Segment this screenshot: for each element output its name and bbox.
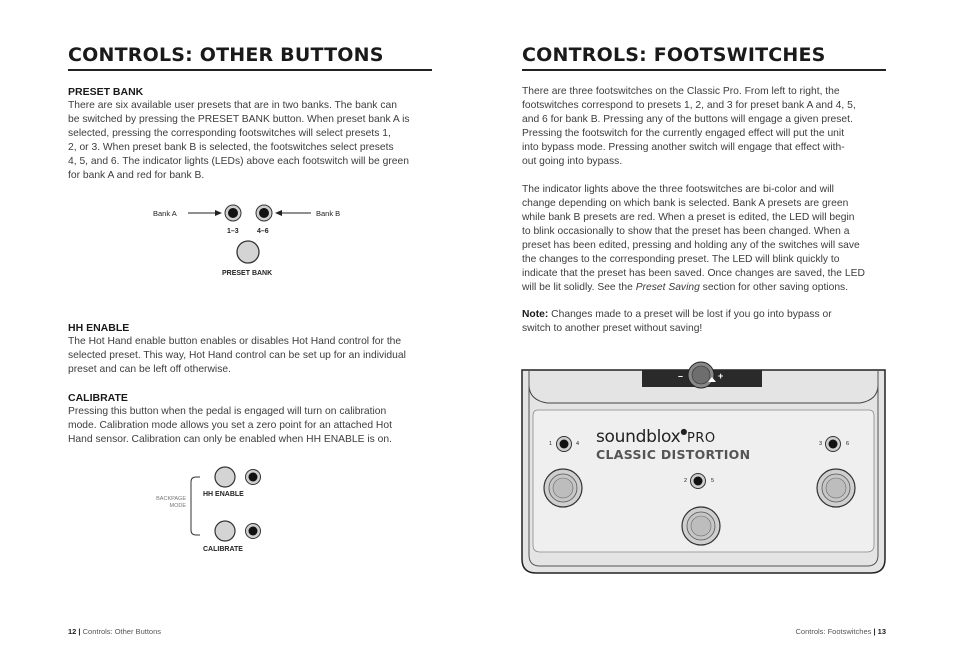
pedal-model: CLASSIC DISTORTION xyxy=(596,447,751,462)
paragraph-preset-bank: There are six available user presets that are in two banks. The bank can be switched by pressing the PRESET BANK button. When preset bank A is selected, pressing the corresponding footswitches will select presets 1, 2, or 3. When preset bank B is selected, the footswitches select presets 4, 5, and 6. The indicator lights (LEDs) above each footswitch will be green for bank A and red for bank B. xyxy=(68,100,410,181)
preset-bank-button-label: PRESET BANK xyxy=(222,270,273,277)
footswitch-right-icon xyxy=(817,469,855,507)
led-center-label-a: 2 xyxy=(684,478,688,484)
heading-preset-bank: PRESET BANK xyxy=(68,86,144,98)
knob-minus-label: – xyxy=(678,371,684,381)
note-label: Note: xyxy=(522,309,549,320)
led-left-label-b: 4 xyxy=(576,441,580,447)
backpage-mode-label: BACKPAGE MODE xyxy=(156,496,186,509)
pedal-brand: soundblox●PRO xyxy=(596,427,716,447)
footer-right: Controls: Footswitches | 13 xyxy=(795,627,886,636)
footswitch-center-icon xyxy=(682,507,720,545)
knob-plus-label: + xyxy=(718,371,724,381)
bank-a-label: Bank A xyxy=(153,209,177,218)
led-right-icon xyxy=(826,437,841,452)
footer-left: 12 | Controls: Other Buttons xyxy=(68,627,161,636)
paragraph-footswitches-2: The indicator lights above the three footswitches are bi-color and will change depending on which bank is selected. Bank A presets are green while bank B presets are red. When a preset is edited, the LED will begin to blink occasionally to show that the preset has been changed. When a preset has been edited, pressing and holding any of the switches will save the changes to the corresponding preset. The LED will blink quickly to indicate that the preset has been saved. Once changes are saved, the LED will be lit solidly. See the Preset Saving section for other saving options. xyxy=(522,184,865,293)
calibrate-label: CALIBRATE xyxy=(203,546,243,553)
heading-hh-enable: HH ENABLE xyxy=(68,322,130,334)
preset-saving-reference: Preset Saving xyxy=(635,282,700,293)
page-title-right: CONTROLS: FOOTSWITCHES xyxy=(522,44,826,66)
led-4-6-label: 4–6 xyxy=(257,228,269,235)
paragraph-calibrate: Pressing this button when the pedal is engaged will turn on calibration mode. Calibration mode allows you set a zero point for an attached Hot Hand sensor. Calibration can only be enabled when HH ENABLE is on. xyxy=(68,406,392,445)
led-1-3-label: 1–3 xyxy=(227,228,239,235)
led-left-label-a: 1 xyxy=(549,441,553,447)
page-title-left: CONTROLS: OTHER BUTTONS xyxy=(68,44,384,66)
led-left-icon xyxy=(557,437,572,452)
led-right-label-a: 3 xyxy=(819,441,823,447)
led-center-label-b: 5 xyxy=(711,478,715,484)
led-center-icon xyxy=(691,474,706,489)
bank-b-label: Bank B xyxy=(316,209,341,218)
hh-enable-label: HH ENABLE xyxy=(203,491,244,498)
footswitch-left-icon xyxy=(544,469,582,507)
note-paragraph: Note: Changes made to a preset will be lost if you go into bypass or switch to another preset without saving! xyxy=(522,309,832,334)
heading-calibrate: CALIBRATE xyxy=(68,392,128,404)
paragraph-footswitches-1: There are three footswitches on the Classic Pro. From left to right, the footswitches correspond to presets 1, 2, and 3 for preset bank A and 4, 5, and 6 for bank B. Pressing any of the buttons will engage a given preset. Pressing the footswitch for the currently engaged effect will put the unit into bypass mode. Pressing another switch will engage that effect with- out going into bypass. xyxy=(522,86,856,167)
led-right-label-b: 6 xyxy=(846,441,850,447)
paragraph-hh-enable: The Hot Hand enable button enables or disables Hot Hand control for the selected preset. This way, Hot Hand control can be set up for an individual preset and can be left off otherwise. xyxy=(68,336,406,375)
